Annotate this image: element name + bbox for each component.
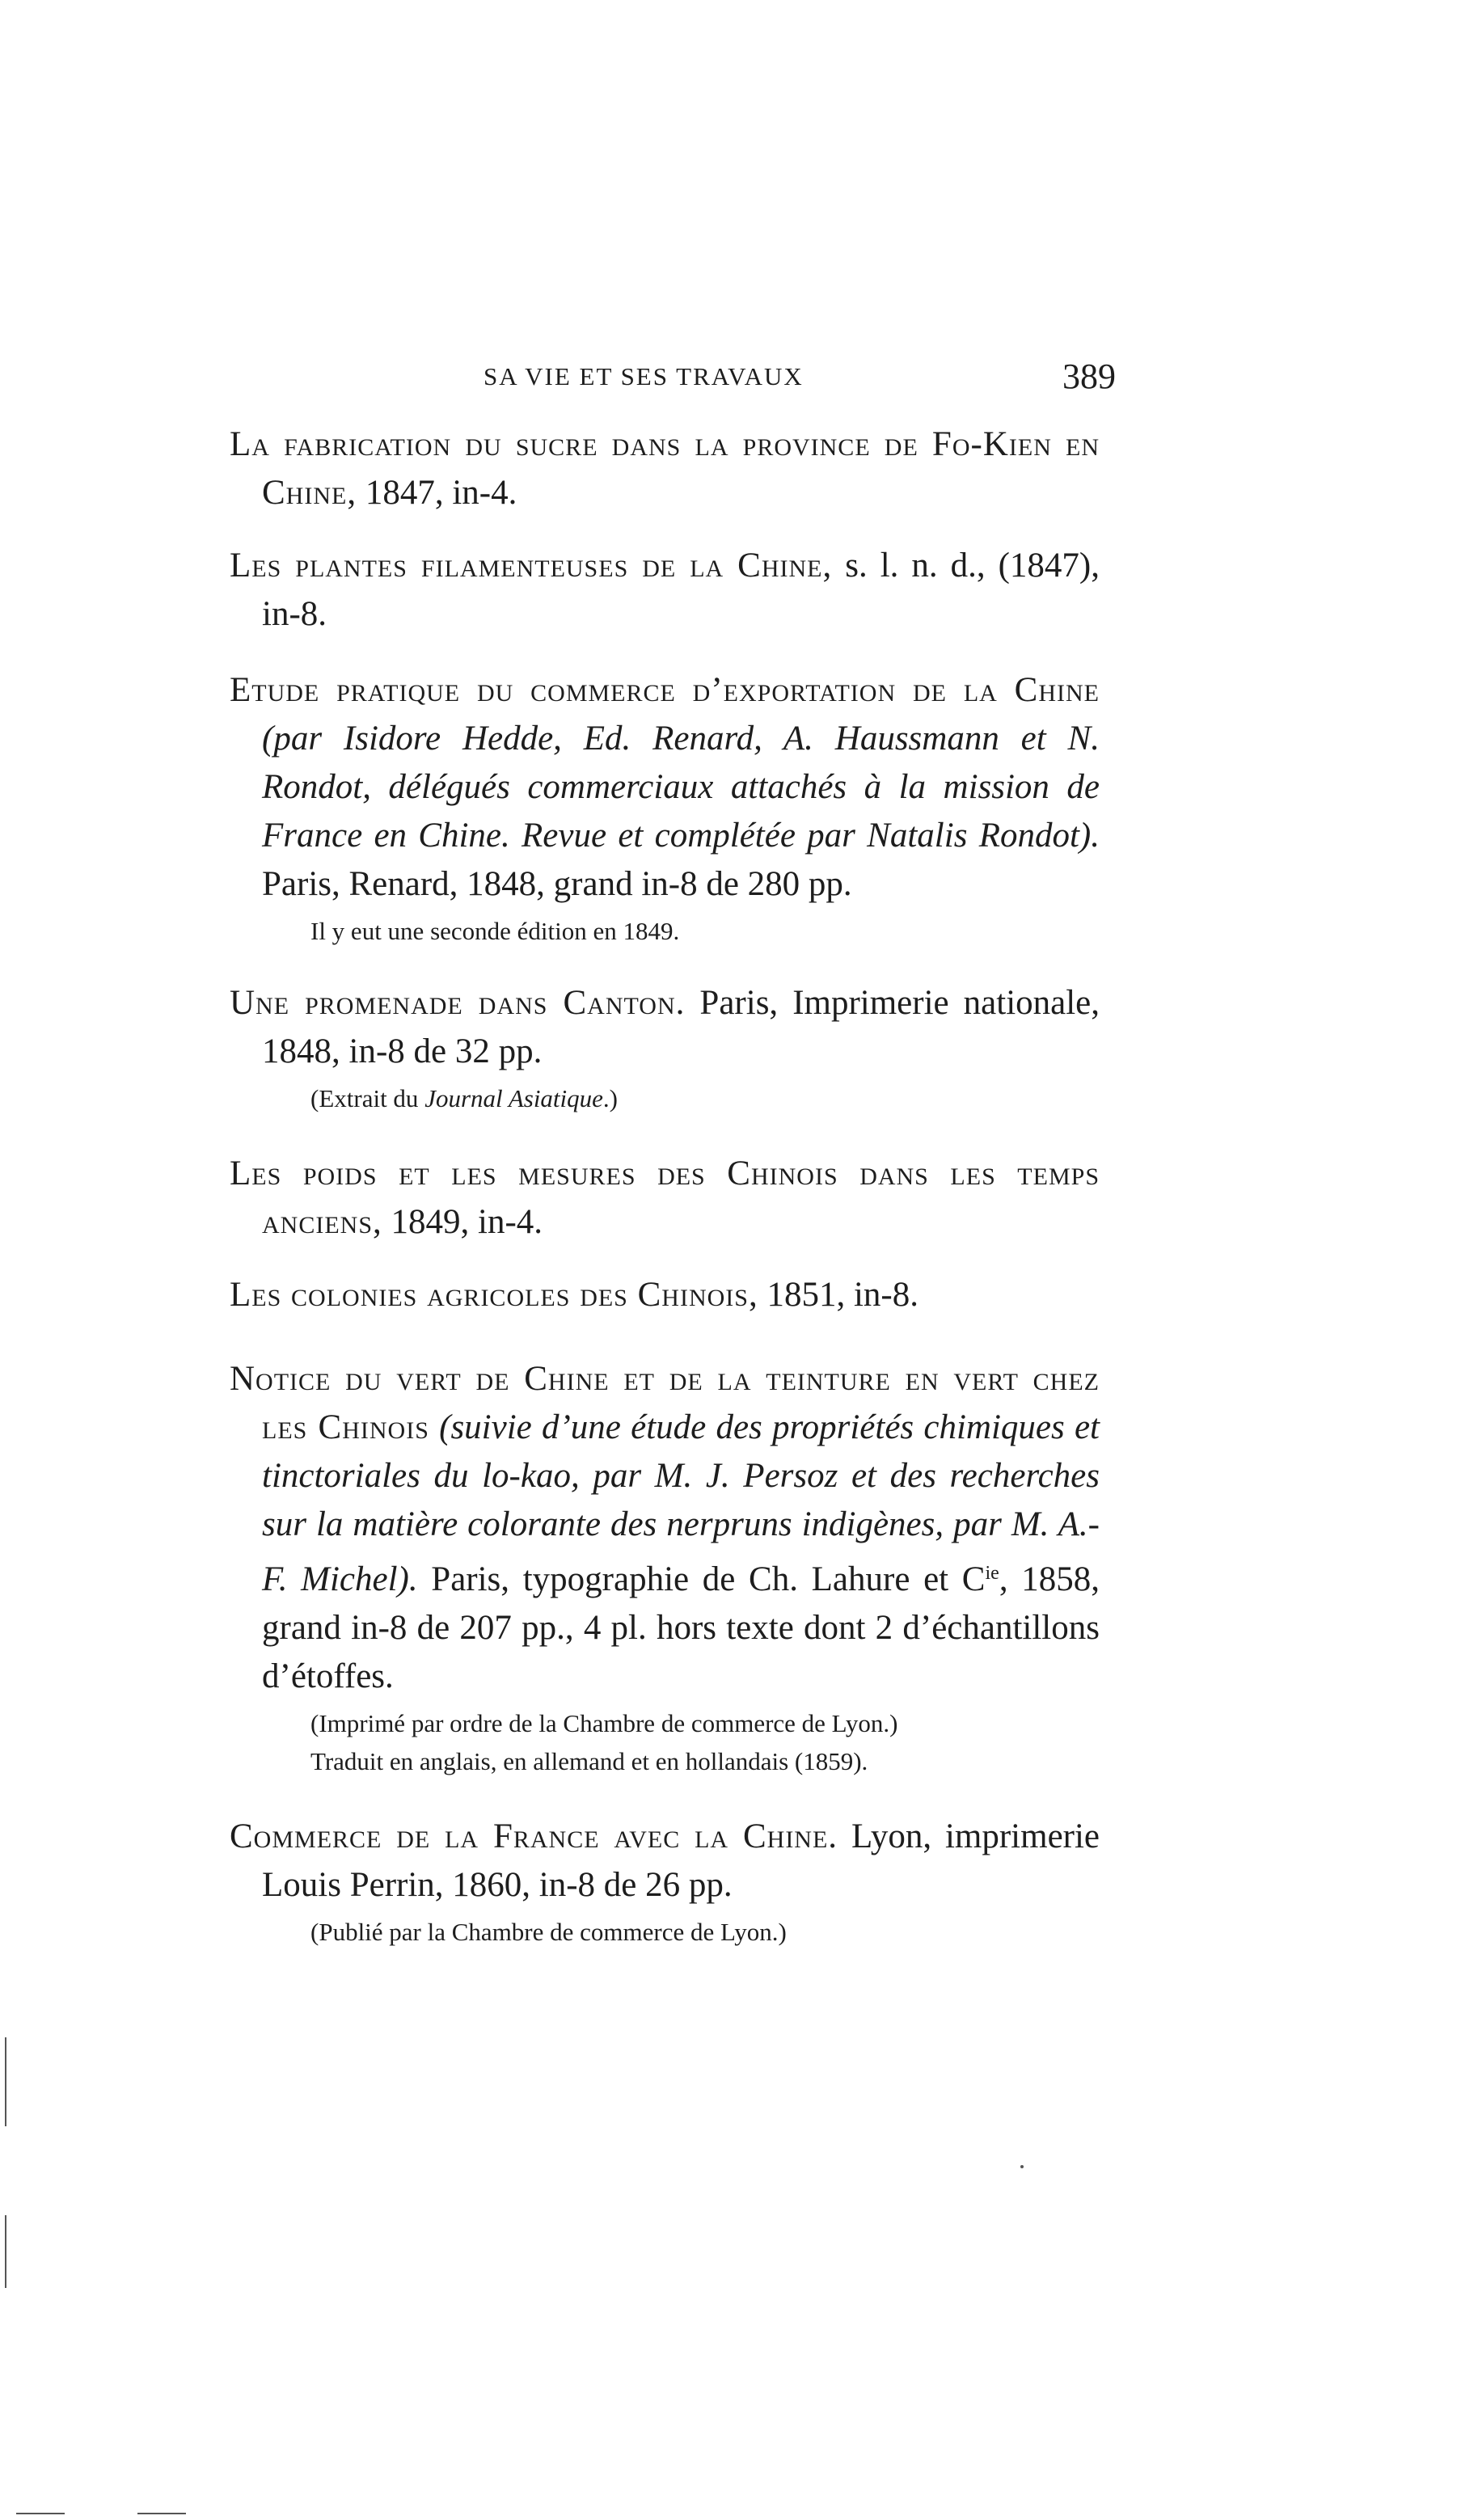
entry-italic-note: (suivie d’une étude des propriétés chimiques et tinctoriales du lo-kao, par M. J. Persoz et des recherches sur la matière colorante des nerpruns indigènes, par M. A.-F. Michel). xyxy=(262,1408,1100,1598)
entry-details: 1847, in-4. xyxy=(357,474,517,512)
bibliography-entry xyxy=(230,420,1100,517)
bibliography-entry xyxy=(230,1355,1100,1701)
entry-details: Paris, Renard, 1848, grand in-8 de 280 pp. xyxy=(262,865,852,903)
scan-edge-mark xyxy=(5,2037,6,2126)
scan-edge-mark xyxy=(5,2215,6,2288)
bibliography-entry xyxy=(230,666,1100,909)
note-prefix: (Extrait du xyxy=(310,1084,425,1112)
page-number: 389 xyxy=(1062,357,1116,396)
entry-superscript: ie xyxy=(985,1563,999,1584)
entry-note: Il y eut une seconde édition en 1849. xyxy=(310,917,680,945)
entry-details: Lyon, imprimerie Louis Perrin, 1860, in-8 de 26 pp. xyxy=(262,1817,1100,1904)
entry-title: Une promenade dans Canton. xyxy=(230,984,686,1022)
scan-edge-mark xyxy=(137,2513,186,2514)
entry-title: La fabrication du sucre dans la province de Fo-Kien en Chine, xyxy=(230,425,1100,512)
entry-details: 1851, in-8. xyxy=(758,1276,918,1314)
bibliography-entry xyxy=(230,1271,1100,1319)
entry-title: Notice du vert de Chine et de la teinture en vert chez les Chinois xyxy=(230,1360,1100,1446)
bibliography-list xyxy=(230,420,1100,1951)
entry-note: Traduit en anglais, en allemand et en hollandais (1859). xyxy=(310,1747,868,1775)
entry-details: Paris, typographie de Ch. Lahure et C xyxy=(417,1560,986,1598)
bibliography-entry xyxy=(230,542,1100,639)
entry-title: Les plantes filamenteuses de la Chine, xyxy=(230,547,833,585)
entry-details-cont: , 1858, grand in-8 de 207 pp., 4 pl. hors texte dont 2 d’échantillons d’étoffes. xyxy=(262,1560,1100,1695)
entry-note: (Imprimé par ordre de la Chambre de commerce de Lyon.) xyxy=(310,1709,898,1737)
entry-title: Commerce de la France avec la Chine. xyxy=(230,1817,838,1855)
entry-details: Paris, Imprimerie nationale, 1848, in-8 de 32 pp. xyxy=(262,984,1100,1070)
running-title: SA VIE ET SES TRAVAUX xyxy=(484,362,804,390)
entry-title: Les colonies agricoles des Chinois, xyxy=(230,1276,758,1314)
entry-details: s. l. n. d., (1847), in-8. xyxy=(262,547,1100,633)
scan-dot-mark xyxy=(1020,2165,1024,2168)
bibliography-entry xyxy=(230,1150,1100,1247)
scan-edge-mark xyxy=(16,2513,65,2514)
bibliography-entry xyxy=(230,979,1100,1076)
entry-note: (Publié par la Chambre de commerce de Lyon.) xyxy=(310,1918,787,1946)
entry-title: Les poids et les mesures des Chinois dans les temps anciens, xyxy=(230,1154,1100,1241)
note-italic: Journal Asiatique xyxy=(424,1084,603,1112)
entry-italic-note: (par Isidore Hedde, Ed. Renard, A. Haussmann et N. Rondot, délégués commerciaux attachés à la mission de France en Chine. Revue et complétée par Natalis Rondot). xyxy=(262,720,1100,855)
bibliography-entry xyxy=(230,1813,1100,1910)
entry-note xyxy=(310,1079,1100,1117)
entry-title: Etude pratique du commerce d’exportation de la Chine xyxy=(230,671,1100,709)
note-suffix: .) xyxy=(602,1084,618,1112)
running-head xyxy=(226,356,1116,404)
entry-details: 1849, in-4. xyxy=(382,1203,543,1241)
